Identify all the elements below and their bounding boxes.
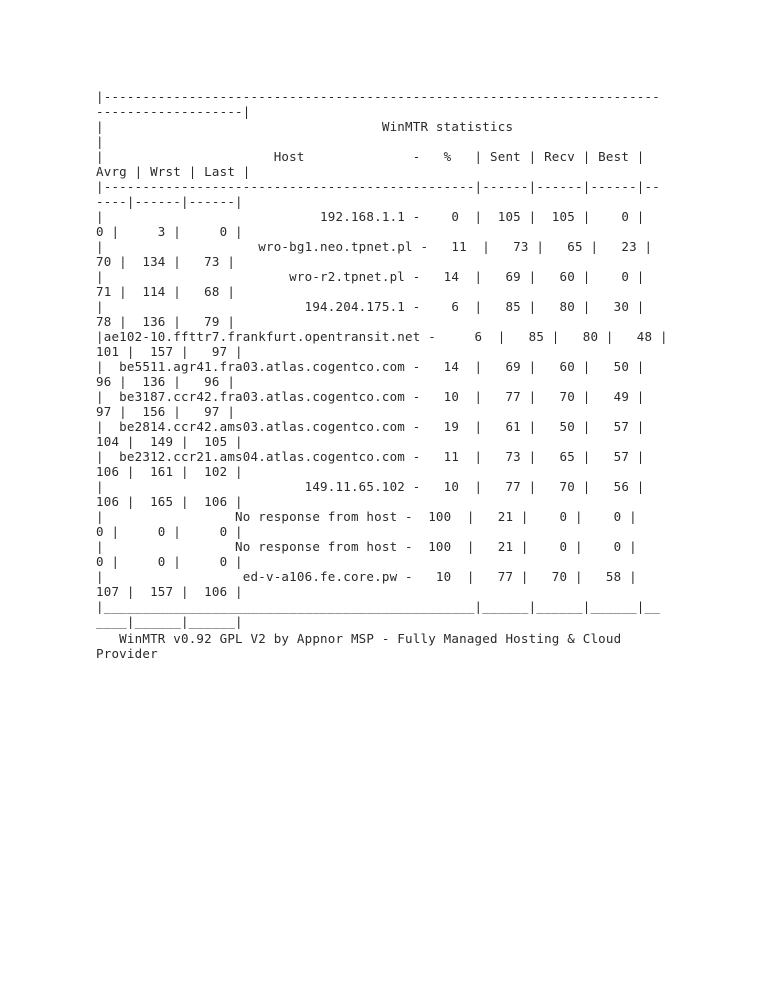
table-row: | No response from host - 100 | 21 | 0 | 0 | — [96, 509, 637, 524]
table-row: | wro-bg1.neo.tpnet.pl - 11 | 73 | 65 | 23 | — [96, 239, 653, 254]
table-header: | Host - % | Sent | Recv | Best | — [96, 149, 645, 164]
table-border-top: |------------------------------------------------------------------------ — [96, 89, 660, 104]
table-row: | wro-r2.tpnet.pl - 14 | 69 | 60 | 0 | — [96, 269, 645, 284]
table-row: | No response from host - 100 | 21 | 0 | 0 | — [96, 539, 637, 554]
table-row: |ae102-10.ffttr7.frankfurt.opentransit.net - 6 | 85 | 80 | 48 | — [96, 329, 668, 344]
table-row: | 192.168.1.1 - 0 | 105 | 105 | 0 | — [96, 209, 645, 224]
table-title: | WinMTR statistics — [96, 119, 514, 134]
table-row-wrap: 71 | 114 | 68 | — [96, 284, 236, 299]
table-row-wrap: 78 | 136 | 79 | — [96, 314, 236, 329]
table-row-wrap: 97 | 156 | 97 | — [96, 404, 236, 419]
table-row-wrap: 101 | 157 | 97 | — [96, 344, 243, 359]
table-row-wrap: 70 | 134 | 73 | — [96, 254, 236, 269]
table-row-wrap: 0 | 3 | 0 | — [96, 224, 243, 239]
table-border-top-wrap: -------------------| — [96, 104, 251, 119]
table-title-wrap: | — [96, 134, 104, 149]
table-row: | be3187.ccr42.fra03.atlas.cogentco.com - 10 | 77 | 70 | 49 | — [96, 389, 645, 404]
footer-line: WinMTR v0.92 GPL V2 by Appnor MSP - Fully Managed Hosting & Cloud — [96, 631, 622, 646]
winmtr-footer — [96, 631, 696, 661]
table-row-wrap: 104 | 149 | 105 | — [96, 434, 243, 449]
table-header-wrap: Avrg | Wrst | Last | — [96, 164, 251, 179]
table-row-wrap: 0 | 0 | 0 | — [96, 524, 243, 539]
table-row-wrap: 96 | 136 | 96 | — [96, 374, 236, 389]
table-row-wrap: 106 | 165 | 106 | — [96, 494, 243, 509]
winmtr-statistics-table — [96, 89, 696, 629]
table-row-wrap: 106 | 161 | 102 | — [96, 464, 243, 479]
footer-line: Provider — [96, 646, 158, 661]
table-row: | be2312.ccr21.ams04.atlas.cogentco.com - 11 | 73 | 65 | 57 | — [96, 449, 645, 464]
table-row-wrap: 107 | 157 | 106 | — [96, 584, 243, 599]
table-row: | be2814.ccr42.ams03.atlas.cogentco.com - 19 | 61 | 50 | 57 | — [96, 419, 645, 434]
table-row: | be5511.agr41.fra03.atlas.cogentco.com - 14 | 69 | 60 | 50 | — [96, 359, 645, 374]
table-row: | 149.11.65.102 - 10 | 77 | 70 | 56 | — [96, 479, 645, 494]
table-row-wrap: 0 | 0 | 0 | — [96, 554, 243, 569]
table-row: | ed-v-a106.fe.core.pw - 10 | 77 | 70 | 58 | — [96, 569, 637, 584]
table-row: | 194.204.175.1 - 6 | 85 | 80 | 30 | — [96, 299, 645, 314]
table-separator-wrap: ----|------|------| — [96, 194, 243, 209]
table-border-bottom: |________________________________________________|______|______|______|__ — [96, 599, 660, 614]
table-border-bottom-wrap: ____|______|______| — [96, 614, 243, 629]
table-separator: |------------------------------------------------|------|------|------|-- — [96, 179, 660, 194]
